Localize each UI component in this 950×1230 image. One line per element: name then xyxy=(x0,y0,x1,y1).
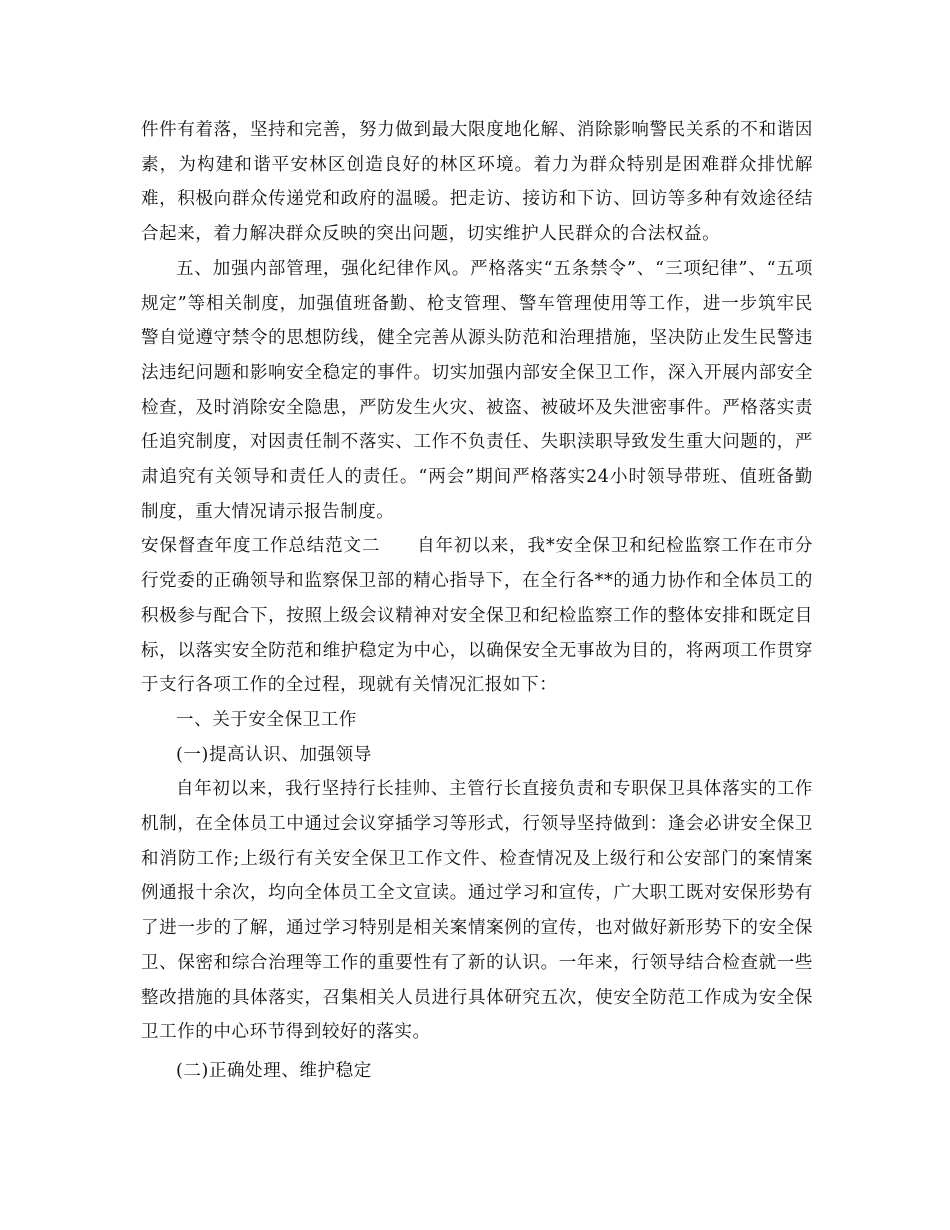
document-body xyxy=(141,113,813,1089)
paragraph-leadership-details: 自年初以来，我行坚持行长挂帅、主管行长直接负责和专职保卫具体落实的工作机制，在全体员工中通过会议穿插学习等形式，行领导坚持做到：逢会必讲安全保卫和消防工作;上级行有关安全保卫工作文件、检查情况及上级行和公安部门的案情案例通报十余次，均向全体员工全文宣读。通过学习和宣传，广大职工既对安保形势有了进一步的了解，通过学习特别是相关案情案例的宣传，也对做好新形势下的安全保卫、保密和综合治理等工作的重要性有了新的认识。一年来，行领导结合检查就一些整改措施的具体落实，召集相关人员进行具体研究五次，使安全防范工作成为安全保卫工作的中心环节得到较好的落实。 xyxy=(141,779,813,1043)
paragraph-section-five: 五、加强内部管理，强化纪律作风。严格落实“五条禁令”、“三项纪律”、“五项规定”等相关制度，加强值班备勤、枪支管理、警车管理使用等工作，进一步筑牢民警自觉遵守禁令的思想防线，健全完善从源头防范和治理措施，坚决防止发生民警违法违纪问题和影响安全稳定的事件。切实加强内部安全保卫工作，深入开展内部安全检查，及时消除安全隐患，严防发生火灾、被盗、被破坏及失泄密事件。严格落实责任追究制度，对因责任制不落实、工作不负责任、失职渎职导致发生重大问题的，严肃追究有关领导和责任人的责任。“两会”期间严格落实24小时领导带班、值班备勤制度，重大情况请示报告制度。 xyxy=(141,258,813,522)
heading-security-work: 一、关于安全保卫工作 xyxy=(176,709,357,730)
subheading-awareness-leadership: (一)提高认识、加强领导 xyxy=(176,744,372,765)
paragraph-continuation: 件件有着落，坚持和完善，努力做到最大限度地化解、消除影响警民关系的不和谐因素，为构建和谐平安林区创造良好的林区环境。着力为群众特别是困难群众排忧解难，积极向群众传递党和政府的温暖。把走访、接访和下访、回访等多种有效途径结合起来，着力解决群众反映的突出问题，切实维护人民群众的合法权益。 xyxy=(141,120,813,245)
subheading-handling-stability: (二)正确处理、维护稳定 xyxy=(176,1060,372,1081)
paragraph-article-two-intro: 安保督查年度工作总结范文二 自年初以来，我*安全保卫和纪检监察工作在市分行党委的正确领导和监察保卫部的精心指导下，在全行各**的通力协作和全体员工的积极参与配合下，按照上级会议精神对安全保卫和纪检监察工作的整体安排和既定目标，以落实安全防范和维护稳定为中心，以确保安全无事故为目的，将两项工作贯穿于支行各项工作的全过程，现就有关情况汇报如下： xyxy=(141,536,813,696)
